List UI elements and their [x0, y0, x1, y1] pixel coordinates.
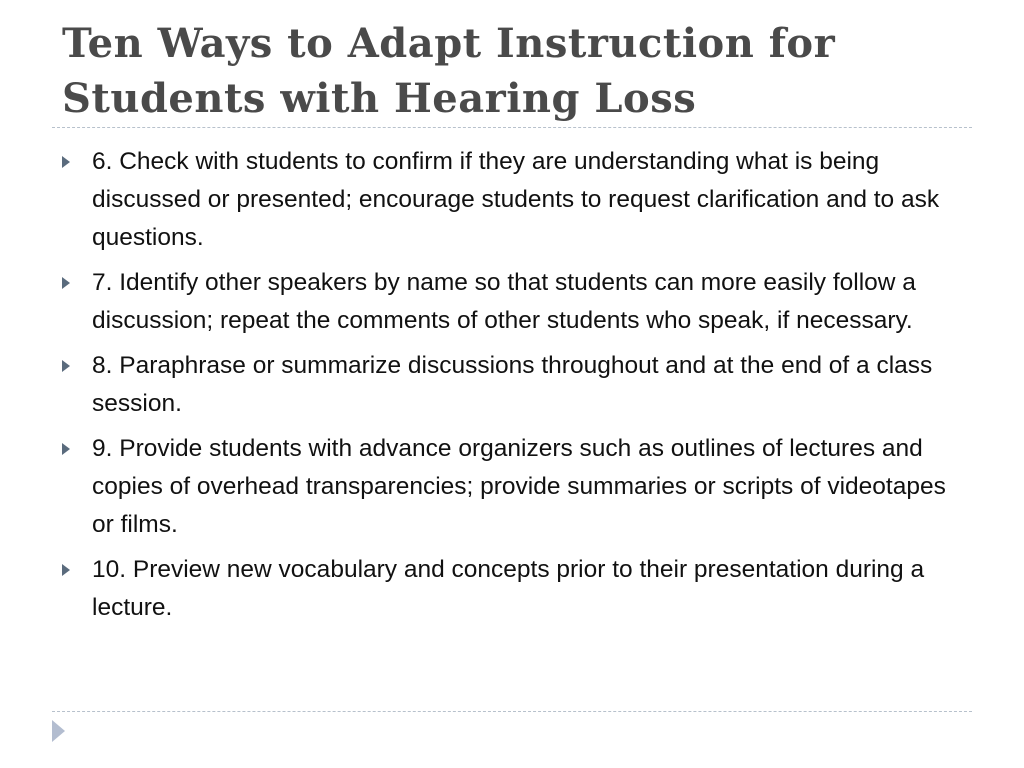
bullet-item: [60, 551, 960, 627]
triangle-bullet-icon: [62, 156, 70, 168]
title-divider: [52, 127, 972, 128]
bullet-text: 9. Provide students with advance organizers such as outlines of lectures and copies of overhead transparencies; provide summaries or scripts of videotapes or films.: [92, 435, 946, 538]
bullet-text: 6. Check with students to confirm if they are understanding what is being discussed or presented; encourage students to request clarification and to ask questions.: [92, 148, 940, 251]
bullet-item: [60, 143, 960, 257]
bullet-text: 7. Identify other speakers by name so that students can more easily follow a discussion; repeat the comments of other students who speak, if necessary.: [92, 269, 916, 334]
footer-divider: [52, 711, 972, 712]
triangle-bullet-icon: [62, 360, 70, 372]
slide-title: [62, 16, 982, 126]
triangle-bullet-icon: [62, 277, 70, 289]
bullet-item: [60, 264, 960, 340]
slide-title-line-1: Ten Ways to Adapt Instruction for: [62, 20, 836, 67]
bullet-text: 10. Preview new vocabulary and concepts prior to their presentation during a lecture.: [92, 556, 925, 621]
next-slide-arrow-icon[interactable]: [52, 720, 65, 742]
bullet-item: [60, 430, 960, 544]
slide-title-line-2: Students with Hearing Loss: [62, 75, 697, 122]
bullet-item: [60, 347, 960, 423]
triangle-bullet-icon: [62, 564, 70, 576]
bullet-list: [60, 143, 960, 634]
bullet-text: 8. Paraphrase or summarize discussions throughout and at the end of a class session.: [92, 352, 933, 417]
triangle-bullet-icon: [62, 443, 70, 455]
